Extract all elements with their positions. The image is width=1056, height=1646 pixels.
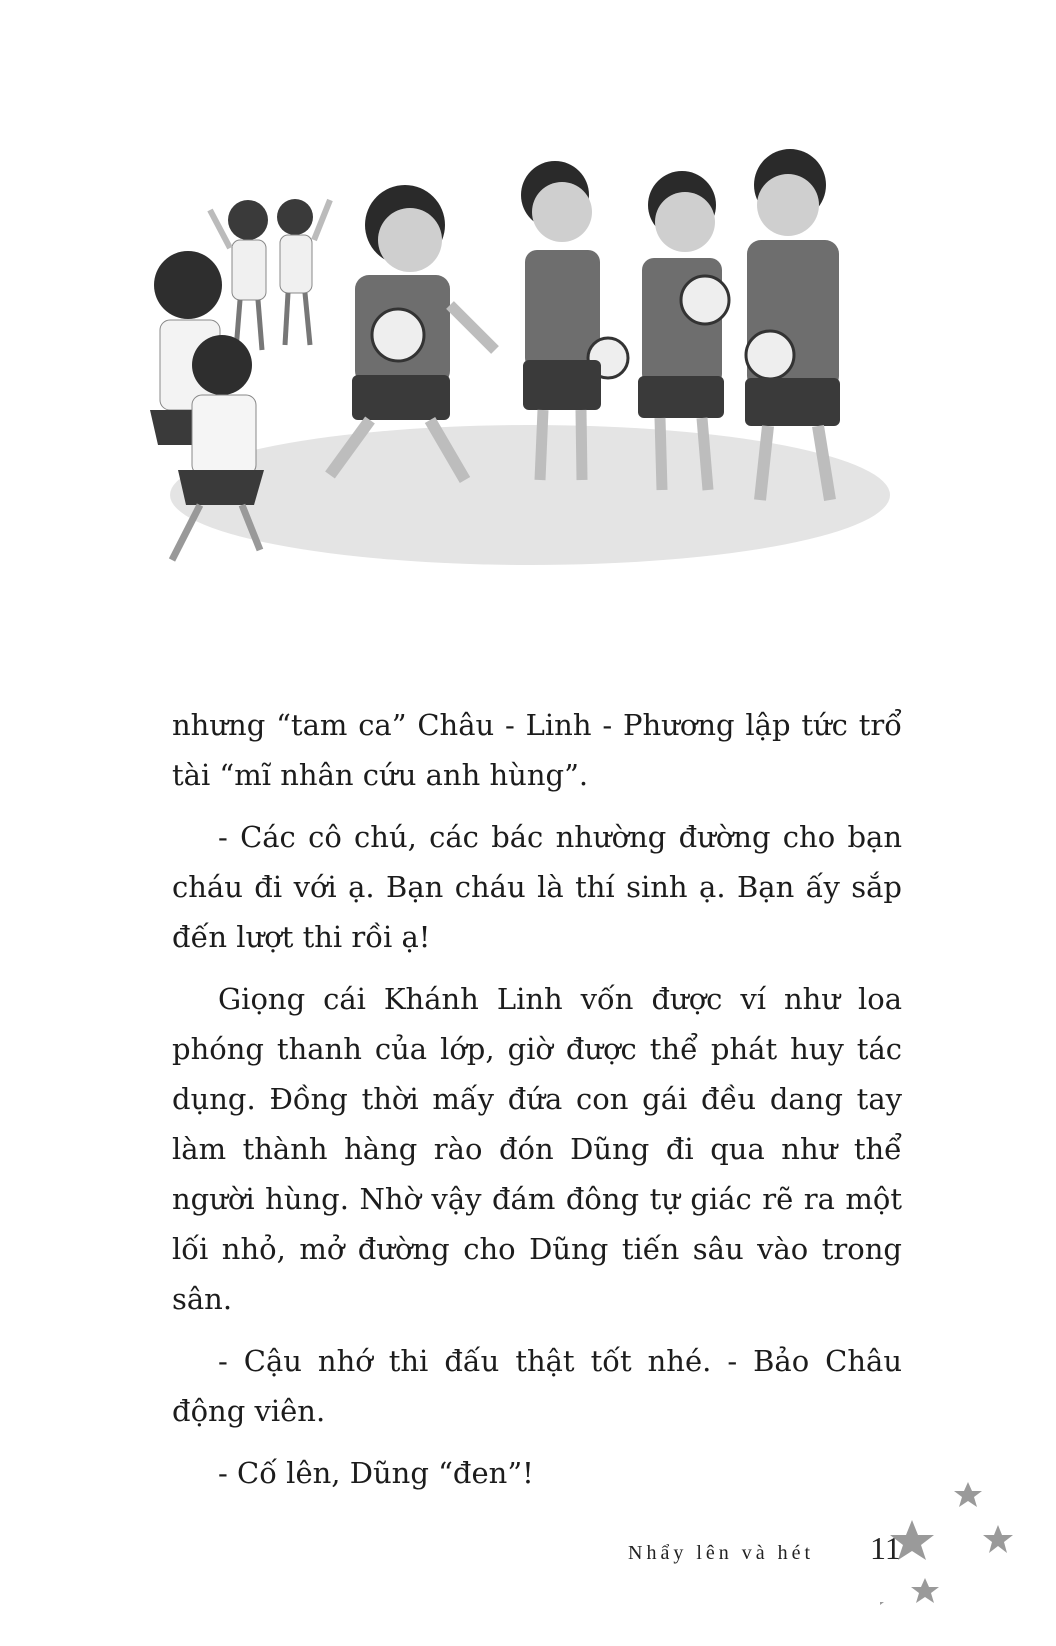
stars-icon <box>880 1480 1030 1630</box>
paragraph-1: nhưng “tam ca” Châu - Linh - Phương lập tức trổ tài “mĩ nhân cứu anh hùng”. <box>172 708 902 792</box>
story-body <box>172 700 902 1510</box>
paragraph-5: - Cố lên, Dũng “đen”! <box>218 1456 534 1490</box>
paragraph-3: Giọng cái Khánh Linh vốn được ví như loa phóng thanh của lớp, giờ được thể phát huy tác dụng. Đồng thời mấy đứa con gái đều dang tay làm thành hàng rào đón Dũng đi qua như thể người hùng. Nhờ vậy đám đông tự giác rẽ ra một lối nhỏ, mở đường cho Dũng tiến sâu vào trong sân. <box>172 982 902 1316</box>
paragraph-2: - Các cô chú, các bác nhường đường cho bạn cháu đi với ạ. Bạn cháu là thí sinh ạ. Bạn ấy sắp đến lượt thi rồi ạ! <box>172 820 902 954</box>
children-illustration <box>130 140 900 610</box>
running-footer-title: Nhẩy lên và hét <box>628 1542 815 1564</box>
paragraph-4: - Cậu nhớ thi đấu thật tốt nhé. - Bảo Châu động viên. <box>172 1344 902 1428</box>
page-number: 11 <box>870 1530 901 1566</box>
